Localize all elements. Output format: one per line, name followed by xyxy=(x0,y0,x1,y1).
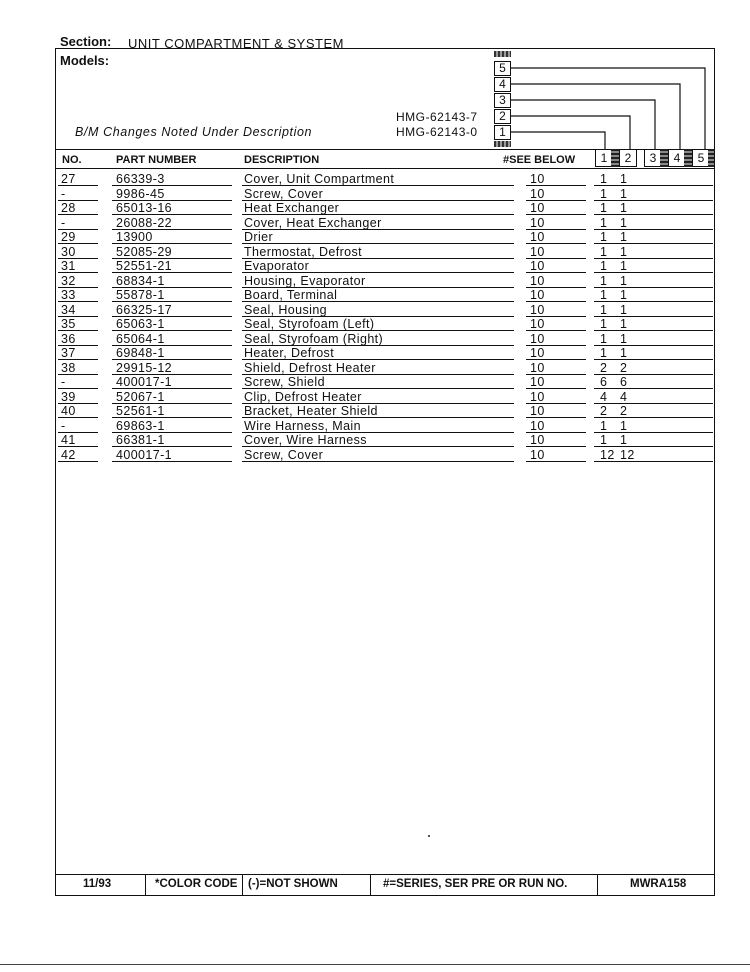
part-number: 52085-29 xyxy=(116,244,173,259)
row-number: 36 xyxy=(61,331,76,346)
row-number: 34 xyxy=(61,302,76,317)
table-row xyxy=(58,172,713,187)
part-number: 52551-21 xyxy=(116,259,173,273)
part-number: 66339-3 xyxy=(116,172,165,186)
qty-column-1: 1 xyxy=(600,244,608,259)
see-below-value: 10 xyxy=(530,288,545,302)
qty-column-2: 12 xyxy=(620,447,635,462)
qty-column-2: 1 xyxy=(620,186,628,201)
row-number: - xyxy=(61,186,66,201)
model-name: HMG-62143-7 xyxy=(396,110,478,124)
qty-column-2: 1 xyxy=(620,433,628,447)
row-number: 33 xyxy=(61,288,76,302)
table-row xyxy=(58,274,713,289)
see-below-value: 10 xyxy=(530,346,545,360)
part-number: 52561-1 xyxy=(116,404,165,418)
part-description: Evaporator xyxy=(244,259,310,273)
see-below-value: 10 xyxy=(530,302,545,317)
part-description: Screw, Shield xyxy=(244,375,325,389)
table-row xyxy=(58,390,713,405)
column-number-4: 4 xyxy=(668,149,686,167)
row-underline xyxy=(242,461,514,462)
qty-column-2: 6 xyxy=(620,375,628,389)
row-number: - xyxy=(61,215,66,230)
row-number: 28 xyxy=(61,201,76,215)
row-number: 38 xyxy=(61,360,76,375)
qty-column-1: 6 xyxy=(600,375,608,389)
see-below-value: 10 xyxy=(530,404,545,418)
page-bottom-rule xyxy=(0,964,750,965)
qty-column-2: 1 xyxy=(620,215,628,230)
bm-changes-note: B/M Changes Noted Under Description xyxy=(75,125,313,139)
part-description: Cover, Heat Exchanger xyxy=(244,215,382,230)
model-name: HMG-62143-0 xyxy=(396,125,478,139)
footer-bar xyxy=(55,874,715,896)
qty-column-2: 1 xyxy=(620,172,628,186)
qty-column-2: 1 xyxy=(620,230,628,244)
row-number: 27 xyxy=(61,172,76,186)
see-below-value: 10 xyxy=(530,172,545,186)
see-below-value: 10 xyxy=(530,186,545,201)
qty-column-1: 1 xyxy=(600,288,608,302)
qty-column-1: 4 xyxy=(600,389,608,404)
part-number: 26088-22 xyxy=(116,215,173,230)
see-below-value: 10 xyxy=(530,244,545,259)
column-number-2: 2 xyxy=(619,149,637,167)
column-header-no: NO. xyxy=(62,154,82,166)
scan-speck xyxy=(428,835,430,837)
footer-divider xyxy=(242,874,243,896)
model-column-3-box: 3 xyxy=(494,93,511,108)
part-number: 400017-1 xyxy=(116,375,173,389)
part-number: 400017-1 xyxy=(116,447,173,462)
row-number: 41 xyxy=(61,433,76,447)
row-underline xyxy=(58,461,98,462)
see-below-value: 10 xyxy=(530,433,545,447)
part-description: Cover, Wire Harness xyxy=(244,433,367,447)
table-row xyxy=(58,230,713,245)
table-row xyxy=(58,259,713,274)
see-below-value: 10 xyxy=(530,360,545,375)
model-column-5-box: 5 xyxy=(494,61,511,76)
see-below-value: 10 xyxy=(530,201,545,215)
part-description: Board, Terminal xyxy=(244,288,338,302)
table-row xyxy=(58,201,713,216)
footer-not-shown: (-)=NOT SHOWN xyxy=(248,878,338,890)
qty-column-1: 1 xyxy=(600,346,608,360)
row-number: 31 xyxy=(61,259,76,273)
row-number: - xyxy=(61,375,66,389)
row-number: 35 xyxy=(61,317,76,331)
table-row xyxy=(58,332,713,347)
table-row xyxy=(58,404,713,419)
part-number: 9986-45 xyxy=(116,186,165,201)
part-description: Screw, Cover xyxy=(244,186,324,201)
part-number: 65063-1 xyxy=(116,317,165,331)
qty-column-2: 2 xyxy=(620,404,628,418)
part-description: Drier xyxy=(244,230,274,244)
qty-column-1: 1 xyxy=(600,215,608,230)
column-separator-mark xyxy=(660,149,668,167)
section-value: UNIT COMPARTMENT & SYSTEM xyxy=(128,36,344,51)
part-description: Seal, Housing xyxy=(244,302,328,317)
qty-column-2: 1 xyxy=(620,418,628,433)
models-label: Models: xyxy=(60,53,110,68)
qty-column-2: 1 xyxy=(620,244,628,259)
footer-color-code: *COLOR CODE xyxy=(155,878,238,890)
footer-date: 11/93 xyxy=(83,878,112,890)
row-number: 40 xyxy=(61,404,76,418)
row-number: 29 xyxy=(61,230,76,244)
row-underline xyxy=(526,461,586,462)
qty-column-2: 1 xyxy=(620,317,628,331)
table-row xyxy=(58,245,713,260)
row-number: 39 xyxy=(61,389,76,404)
column-separator-mark xyxy=(708,149,714,167)
qty-column-1: 2 xyxy=(600,404,608,418)
column-separator-mark xyxy=(684,149,692,167)
table-row xyxy=(58,288,713,303)
qty-column-1: 1 xyxy=(600,418,608,433)
column-number-1: 1 xyxy=(595,149,613,167)
qty-column-2: 1 xyxy=(620,346,628,360)
table-row xyxy=(58,375,713,390)
footer-divider xyxy=(370,874,371,896)
qty-column-2: 1 xyxy=(620,288,628,302)
table-row xyxy=(58,187,713,202)
part-number: 52067-1 xyxy=(116,389,165,404)
part-description: Seal, Styrofoam (Left) xyxy=(244,317,375,331)
model-column-2-box: 2 xyxy=(494,109,511,124)
footer-doc-id: MWRA158 xyxy=(630,878,687,890)
qty-column-2: 4 xyxy=(620,389,628,404)
qty-column-2: 1 xyxy=(620,201,628,215)
see-below-value: 10 xyxy=(530,259,545,273)
qty-column-1: 1 xyxy=(600,317,608,331)
row-number: - xyxy=(61,418,66,433)
table-row xyxy=(58,433,713,448)
part-description: Heater, Defrost xyxy=(244,346,335,360)
see-below-value: 10 xyxy=(530,447,545,462)
qty-column-1: 12 xyxy=(600,447,615,462)
table-row xyxy=(58,317,713,332)
part-number: 69848-1 xyxy=(116,346,165,360)
part-description: Bracket, Heater Shield xyxy=(244,404,378,418)
qty-column-2: 1 xyxy=(620,302,628,317)
row-number: 32 xyxy=(61,273,76,288)
part-number: 65013-16 xyxy=(116,201,173,215)
part-number: 68834-1 xyxy=(116,273,165,288)
column-header-description: DESCRIPTION xyxy=(244,154,320,166)
qty-column-1: 1 xyxy=(600,172,608,186)
part-number: 65064-1 xyxy=(116,331,165,346)
table-row xyxy=(58,361,713,376)
see-below-value: 10 xyxy=(530,215,545,230)
qty-column-1: 1 xyxy=(600,186,608,201)
footer-series-note: #=SERIES, SER PRE OR RUN NO. xyxy=(383,878,568,890)
see-below-value: 10 xyxy=(530,389,545,404)
qty-column-1: 1 xyxy=(600,302,608,317)
row-underline xyxy=(112,461,232,462)
table-row xyxy=(58,419,713,434)
qty-column-1: 2 xyxy=(600,360,608,375)
model-column-4-box: 4 xyxy=(494,77,511,92)
part-description: Heat Exchanger xyxy=(244,201,340,215)
part-description: Cover, Unit Compartment xyxy=(244,172,395,186)
qty-column-1: 1 xyxy=(600,331,608,346)
part-description: Seal, Styrofoam (Right) xyxy=(244,331,384,346)
part-description: Thermostat, Defrost xyxy=(244,244,363,259)
part-description: Clip, Defrost Heater xyxy=(244,389,362,404)
qty-column-2: 1 xyxy=(620,259,628,273)
footer-divider xyxy=(597,874,598,896)
table-row xyxy=(58,303,713,318)
row-number: 42 xyxy=(61,447,76,462)
part-number: 66381-1 xyxy=(116,433,165,447)
header-rule-bottom xyxy=(56,168,715,169)
see-below-value: 10 xyxy=(530,375,545,389)
row-underline xyxy=(594,461,713,462)
see-below-value: 10 xyxy=(530,273,545,288)
column-header-see-below: #SEE BELOW xyxy=(503,154,576,166)
qty-column-1: 1 xyxy=(600,433,608,447)
qty-column-1: 1 xyxy=(600,259,608,273)
qty-column-2: 1 xyxy=(620,273,628,288)
column-header-part-number: PART NUMBER xyxy=(116,154,197,166)
row-number: 30 xyxy=(61,244,76,259)
column-number-5: 5 xyxy=(692,149,710,167)
see-below-value: 10 xyxy=(530,418,545,433)
part-description: Housing, Evaporator xyxy=(244,273,366,288)
part-number: 69863-1 xyxy=(116,418,165,433)
qty-column-1: 1 xyxy=(600,230,608,244)
table-row xyxy=(58,216,713,231)
qty-column-2: 2 xyxy=(620,360,628,375)
table-row xyxy=(58,346,713,361)
column-number-3: 3 xyxy=(644,149,662,167)
section-label: Section: xyxy=(60,34,112,49)
part-description: Screw, Cover xyxy=(244,447,324,462)
model-column-1-box: 1 xyxy=(494,125,511,140)
part-number: 55878-1 xyxy=(116,288,165,302)
part-number: 29915-12 xyxy=(116,360,173,375)
part-description: Shield, Defrost Heater xyxy=(244,360,376,375)
column-separator-mark xyxy=(611,149,619,167)
row-number: 37 xyxy=(61,346,76,360)
part-number: 66325-17 xyxy=(116,302,173,317)
see-below-value: 10 xyxy=(530,317,545,331)
footer-divider xyxy=(145,874,146,896)
see-below-value: 10 xyxy=(530,331,545,346)
qty-column-1: 1 xyxy=(600,273,608,288)
table-row xyxy=(58,448,713,463)
part-number: 13900 xyxy=(116,230,153,244)
part-description: Wire Harness, Main xyxy=(244,418,361,433)
qty-column-1: 1 xyxy=(600,201,608,215)
see-below-value: 10 xyxy=(530,230,545,244)
qty-column-2: 1 xyxy=(620,331,628,346)
